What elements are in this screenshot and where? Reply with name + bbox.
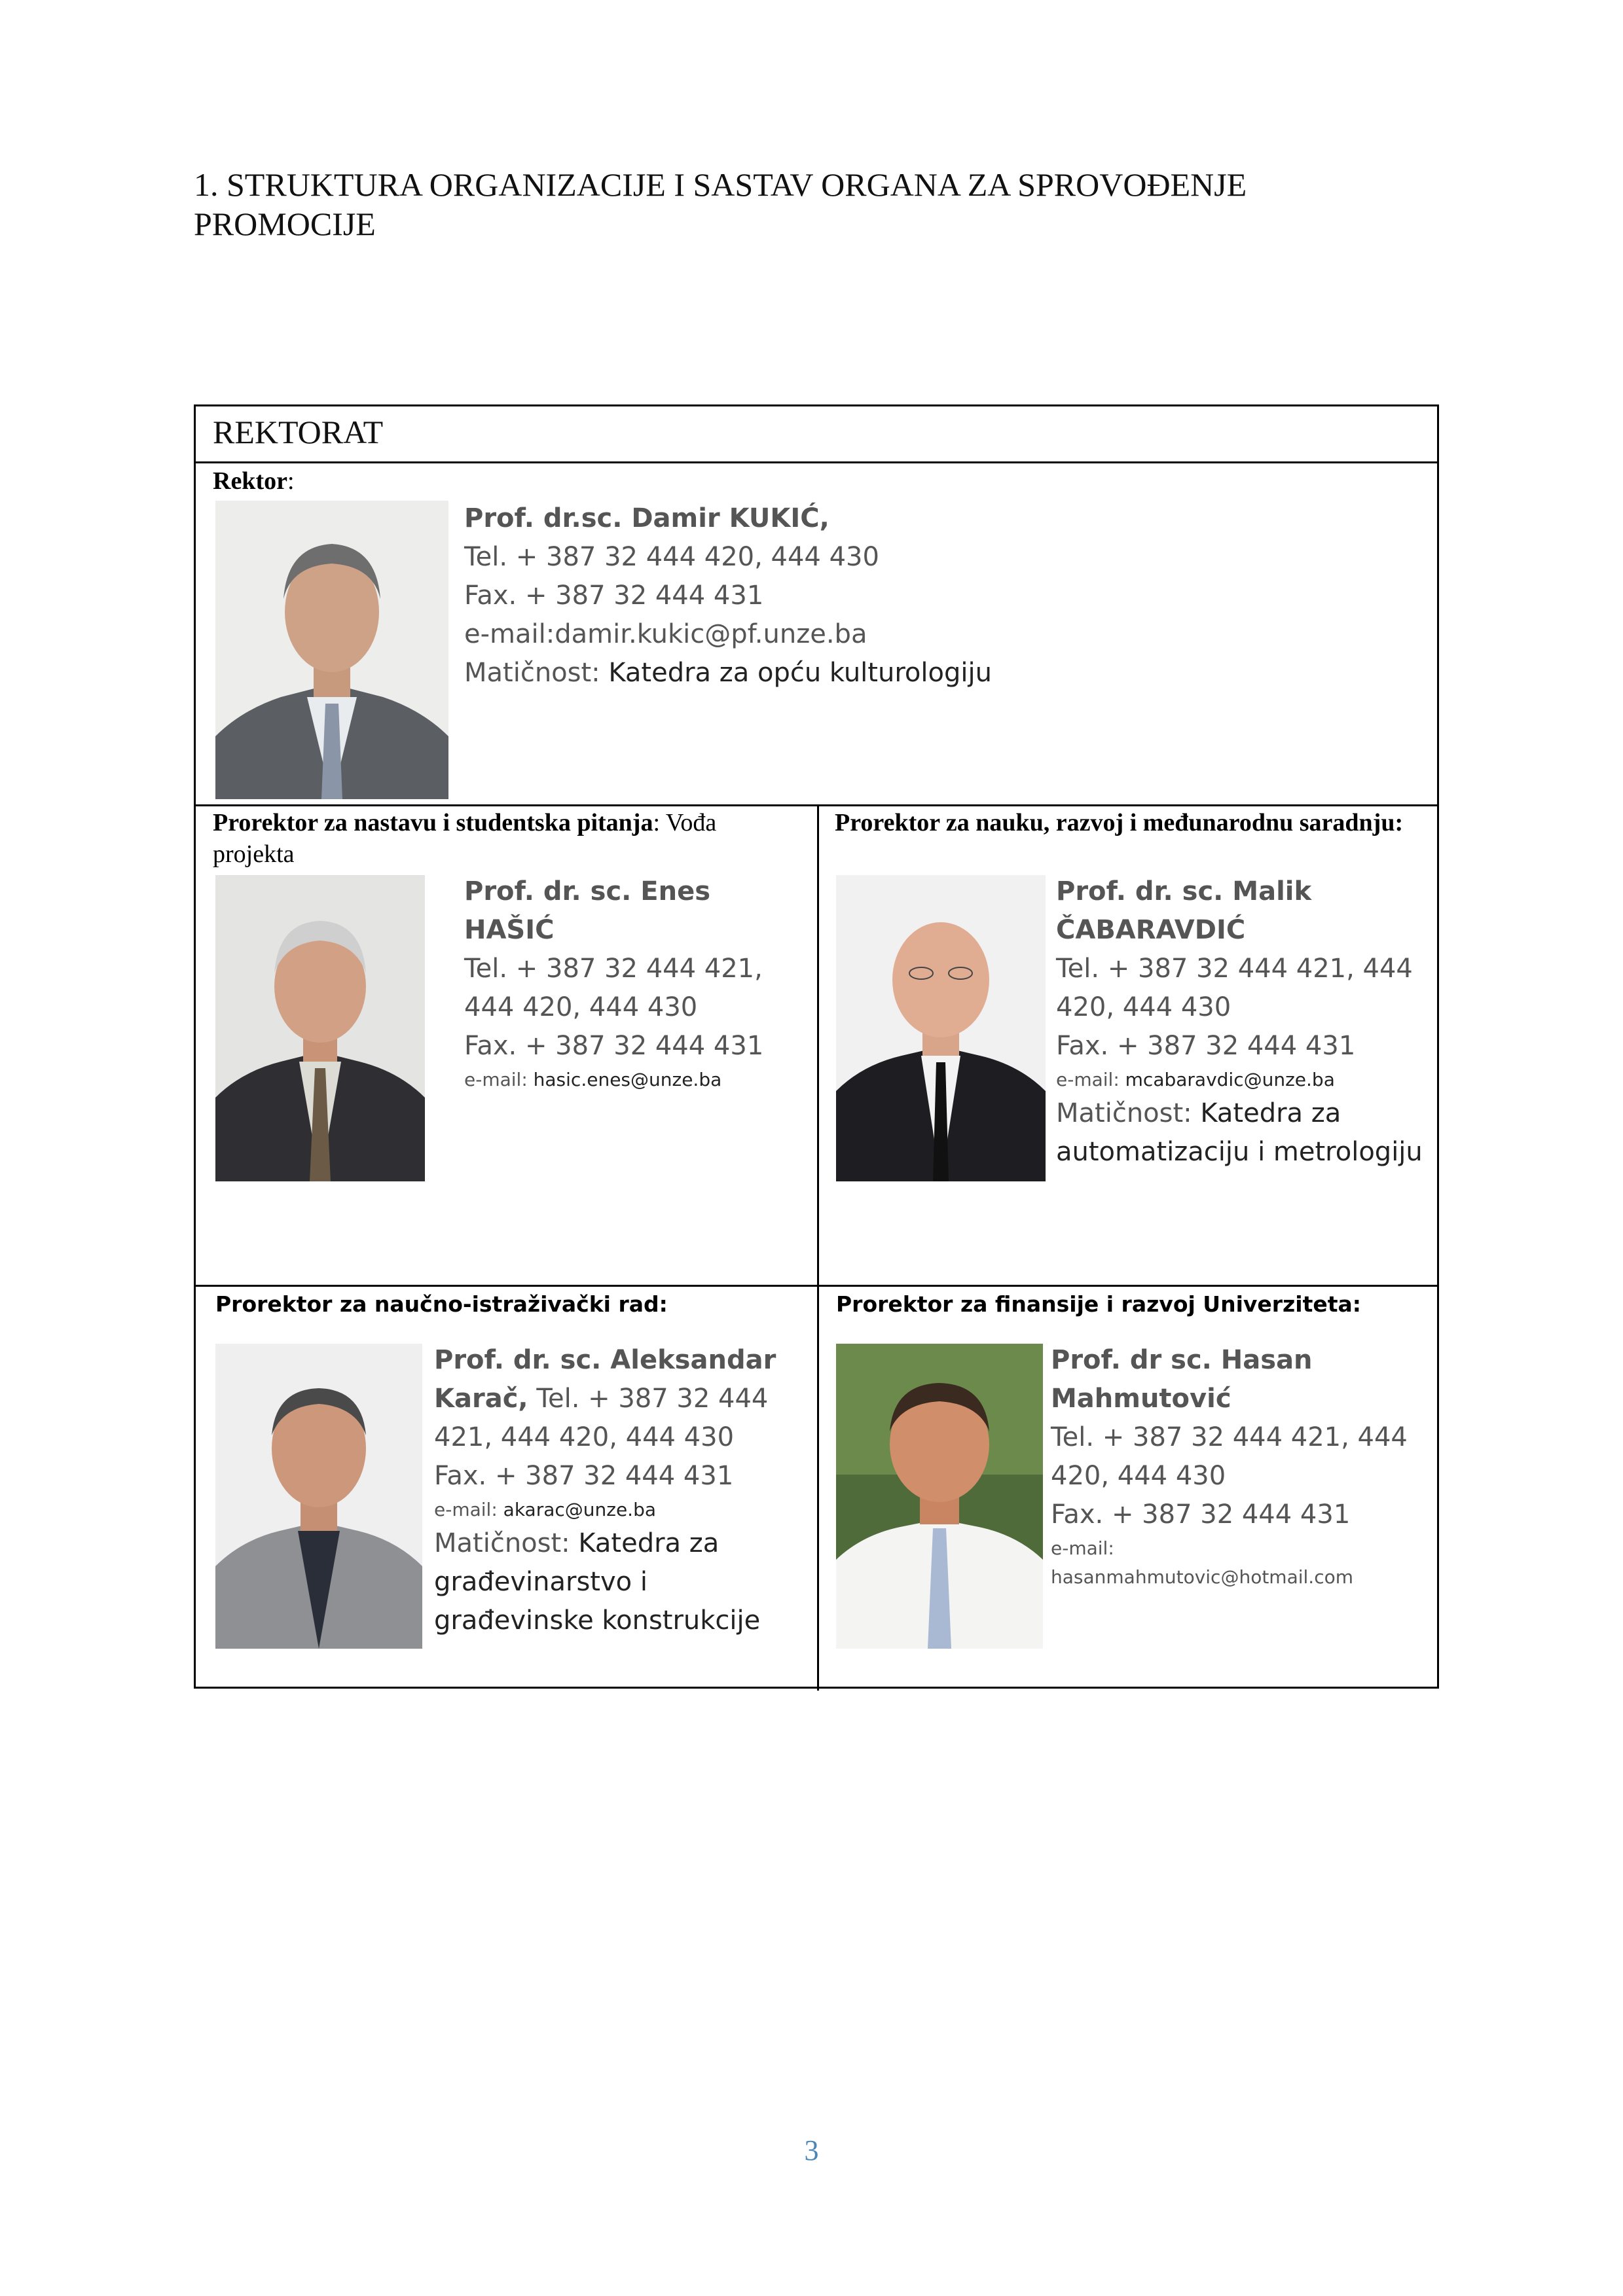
rektor-role-label: Rektor xyxy=(213,467,287,495)
prorektor2-info xyxy=(1056,872,1423,1172)
prorektor2-role xyxy=(835,807,1424,838)
portrait-image xyxy=(215,875,425,1181)
prorektor3-fax: Fax. + 387 32 444 431 xyxy=(434,1461,734,1491)
rektor-photo xyxy=(215,501,448,799)
portrait-image xyxy=(215,501,448,799)
email-value[interactable]: akarac@unze.ba xyxy=(503,1499,657,1520)
prorektor1-role xyxy=(213,807,802,870)
prorektor3-role: Prorektor za naučno-istraživački rad: xyxy=(215,1291,668,1317)
prorektor2-photo xyxy=(836,875,1046,1181)
rektor-maticnost xyxy=(464,654,1381,692)
prorektor1-name: Prof. dr. sc. Enes HAŠIĆ xyxy=(464,876,711,945)
prorektor1-info xyxy=(464,872,805,1094)
rektor-name: Prof. dr.sc. Damir KUKIĆ, xyxy=(464,503,830,533)
prorektor1-phone: Tel. + 387 32 444 421, 444 420, 444 430 xyxy=(464,954,763,1022)
prorektor2-name: Prof. dr. sc. Malik ČABARAVDIĆ xyxy=(1056,876,1312,945)
email-label: e-mail: xyxy=(434,1499,503,1520)
email-value[interactable]: hasic.enes@unze.ba xyxy=(533,1069,722,1090)
prorektor1-email xyxy=(464,1066,805,1094)
maticnost-label: Matičnost: xyxy=(464,658,600,688)
prorektor4-email-label: e-mail: xyxy=(1051,1537,1114,1559)
prorektor1-role-label: Prorektor za nastavu i studentska pitanja xyxy=(213,809,653,836)
prorektor4-photo xyxy=(836,1344,1043,1649)
prorektor2-role-label: Prorektor za nauku, razvoj i međunarodnu saradnju: xyxy=(835,809,1404,836)
prorektor2-email xyxy=(1056,1066,1423,1094)
heading-line-2: PROMOCIJE xyxy=(194,206,376,242)
prorektor3-name: Prof. dr. sc. Aleksandar Karač, xyxy=(434,1345,776,1414)
section-title: REKTORAT xyxy=(213,414,384,450)
prorektor3-email xyxy=(434,1496,801,1524)
table-divider xyxy=(196,461,1437,463)
prorektor4-email[interactable]: hasanmahmutovic@hotmail.com xyxy=(1051,1566,1353,1588)
maticnost-value: Katedra za automatizaciju i metrologiju xyxy=(1056,1098,1423,1167)
prorektor2-phone: Tel. + 387 32 444 421, 444 420, 444 430 xyxy=(1056,954,1413,1022)
rektor-phone: Tel. + 387 32 444 420, 444 430 xyxy=(464,542,879,572)
maticnost-value: Katedra za opću kulturologiju xyxy=(600,658,992,688)
table-divider xyxy=(196,1285,1437,1287)
prorektor2-fax: Fax. + 387 32 444 431 xyxy=(1056,1031,1356,1061)
prorektor4-info xyxy=(1051,1341,1431,1592)
portrait-image xyxy=(836,875,1046,1181)
portrait-image xyxy=(836,1344,1043,1649)
rektor-fax: Fax. + 387 32 444 431 xyxy=(464,581,764,611)
rektorat-table xyxy=(194,404,1439,1689)
email-value[interactable]: mcabaravdic@unze.ba xyxy=(1125,1069,1335,1090)
table-column-divider xyxy=(817,804,819,1691)
prorektor4-fax: Fax. + 387 32 444 431 xyxy=(1051,1499,1351,1530)
rektor-email[interactable]: e-mail:damir.kukic@pf.unze.ba xyxy=(464,619,867,649)
prorektor1-role-suffix: : Vođa projekta xyxy=(213,809,717,868)
maticnost-label: Matičnost: xyxy=(434,1528,570,1558)
email-label: e-mail: xyxy=(1056,1069,1125,1090)
prorektor1-fax: Fax. + 387 32 444 431 xyxy=(464,1031,764,1061)
email-label: e-mail: xyxy=(464,1069,534,1090)
prorektor4-role: Prorektor za finansije i razvoj Univerziteta: xyxy=(836,1291,1361,1317)
prorektor4-name: Prof. dr sc. Hasan Mahmutović xyxy=(1051,1345,1313,1414)
rektor-role xyxy=(213,465,295,497)
prorektor4-phone: Tel. + 387 32 444 421, 444 420, 444 430 xyxy=(1051,1422,1408,1491)
maticnost-label: Matičnost: xyxy=(1056,1098,1192,1128)
prorektor3-phone: Tel. + 387 32 444 421, 444 420, 444 430 xyxy=(434,1384,769,1452)
heading-line-1: 1. STRUKTURA ORGANIZACIJE I SASTAV ORGANA ZA SPROVOĐENJE xyxy=(194,166,1247,203)
maticnost-value: Katedra za građevinarstvo i građevinske konstrukcije xyxy=(434,1528,761,1636)
rektor-info xyxy=(464,499,1381,692)
rektor-role-suffix: : xyxy=(287,467,295,495)
table-divider xyxy=(196,804,1437,806)
portrait-image xyxy=(215,1344,422,1649)
prorektor3-maticnost xyxy=(434,1524,801,1640)
prorektor1-photo xyxy=(215,875,425,1181)
prorektor3-name-phone xyxy=(434,1341,801,1457)
prorektor2-maticnost xyxy=(1056,1094,1423,1172)
page-number: 3 xyxy=(804,2134,819,2166)
prorektor3-info xyxy=(434,1341,801,1640)
document-heading xyxy=(194,165,1372,243)
prorektor3-photo xyxy=(215,1344,422,1649)
